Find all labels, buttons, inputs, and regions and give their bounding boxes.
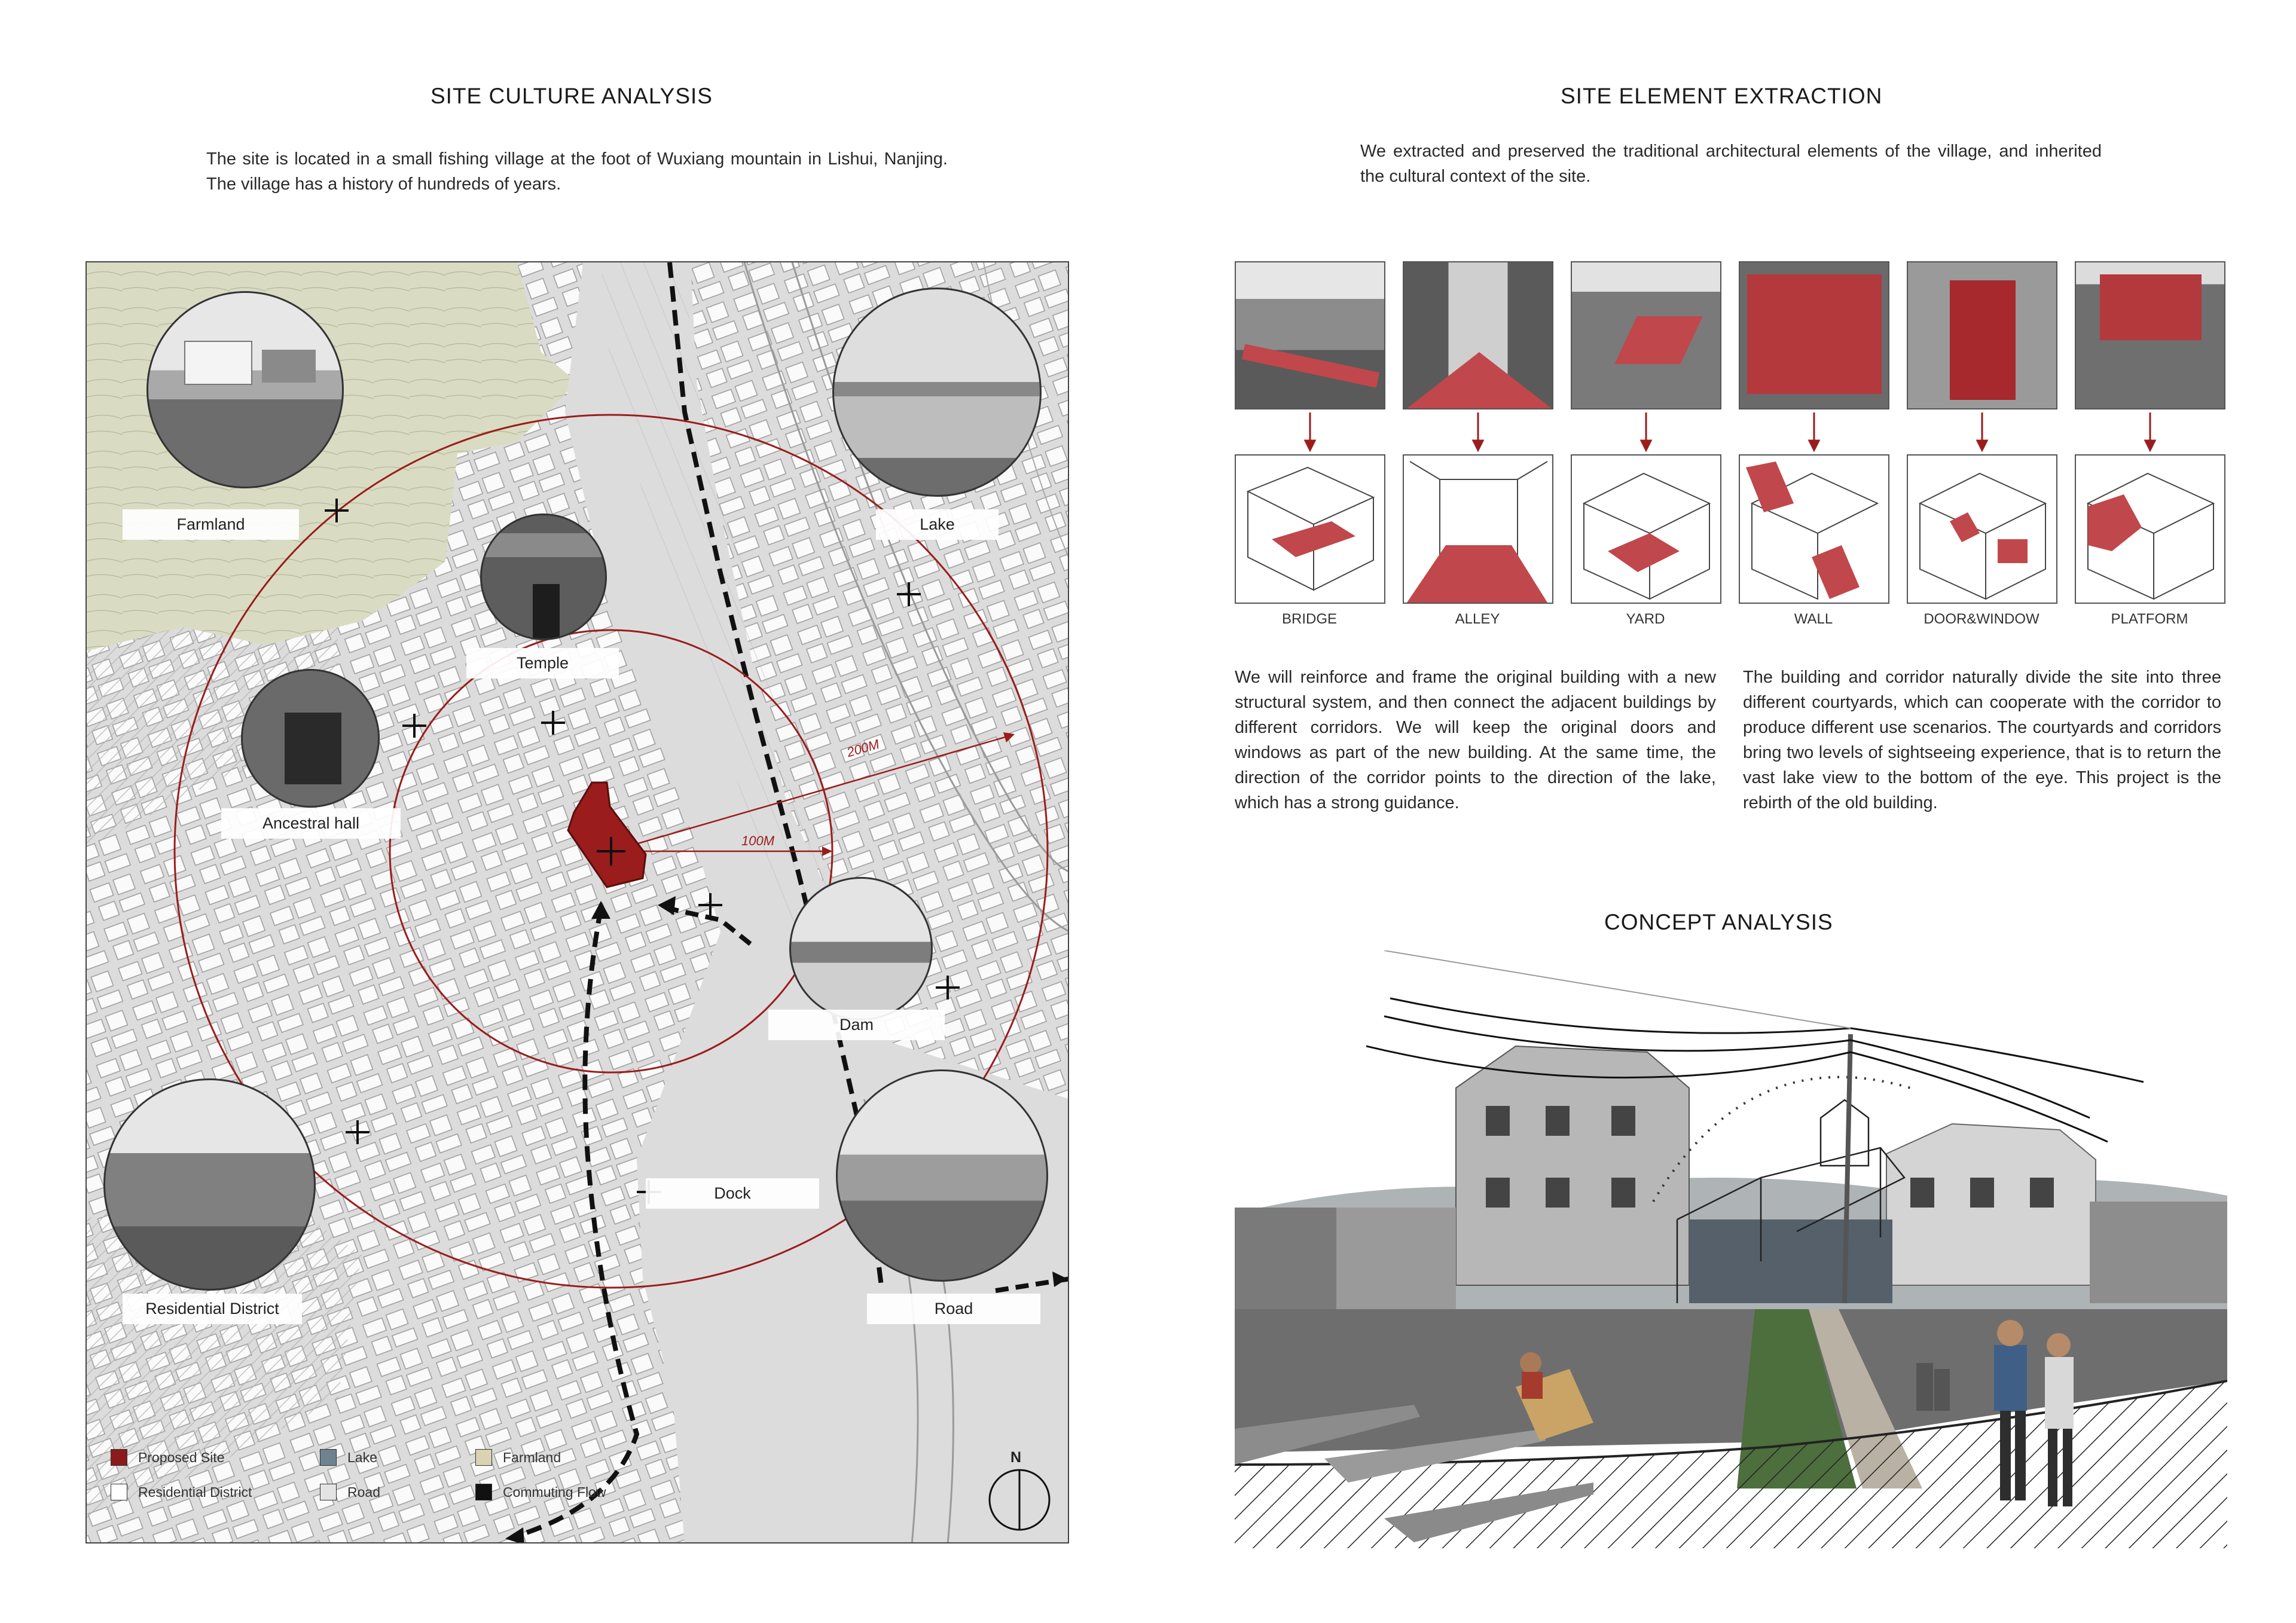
site-culture-intro: The site is located in a small fishing village at the foot of Wuxiang mountain in Lishui, Nanjing. The village has a history of hundreds of years. — [206, 149, 948, 194]
alley-diagram — [1403, 454, 1553, 604]
temple-label: Temple — [466, 648, 619, 678]
road-label: Road — [867, 1294, 1040, 1324]
dock-label: Dock — [646, 1178, 819, 1209]
map-legend — [111, 1449, 649, 1521]
element-paragraph-right: The building and corridor naturally divide the site into three different courtyards, which can cooperate with the corridor to produce different use scenarios. The courtyards and corridors bring two levels of sightseeing experience, that is to return the vast lake view to the bottom of the eye. This project is the rebirth of the old building. — [1743, 668, 2221, 812]
element-label-door-window: DOOR&WINDOW — [1923, 611, 2039, 627]
door-window-photo — [1907, 261, 2057, 409]
door-window-diagram — [1907, 454, 2057, 604]
element-label-alley: ALLEY — [1455, 611, 1500, 627]
dam-label: Dam — [768, 1010, 945, 1040]
legend-farmland: Farmland — [475, 1449, 561, 1466]
element-paragraph-left: We will reinforce and frame the original building with a new structural system, and then connect the adjacent buildings by different corridors. We will keep the original doors and windows as part of the new building. At the same time, the direction of the corridor points to the direction of the lake, which has a strong guidance. — [1235, 668, 1716, 812]
site-element-title: SITE ELEMENT EXTRACTION — [1561, 84, 1883, 108]
radius-200-label: 200M — [845, 736, 881, 760]
legend-commuting-flow: Commuting Flow — [475, 1484, 606, 1500]
farmland-label: Farmland — [123, 509, 299, 540]
legend-road: Road — [320, 1484, 380, 1500]
site-map — [86, 261, 1069, 1543]
residential-label: Residential District — [123, 1294, 302, 1324]
yard-photo — [1571, 261, 1721, 409]
legend-lake: Lake — [320, 1449, 377, 1466]
element-label-yard: YARD — [1626, 611, 1665, 627]
radius-100-label: 100M — [741, 833, 775, 848]
bridge-photo — [1235, 261, 1385, 409]
platform-diagram — [2075, 454, 2225, 604]
wall-photo — [1739, 261, 1889, 409]
ancestral-hall-photo — [241, 669, 380, 808]
bridge-diagram — [1235, 454, 1385, 604]
farmland-photo — [146, 291, 344, 488]
temple-photo — [480, 514, 607, 640]
concept-collage — [1235, 950, 2227, 1548]
legend-residential: Residential District — [111, 1484, 252, 1500]
yard-diagram — [1571, 454, 1721, 604]
platform-photo — [2075, 261, 2225, 409]
extraction-arrows — [1235, 409, 2227, 457]
concept-analysis-title: CONCEPT ANALYSIS — [1604, 910, 1833, 934]
element-label-wall: WALL — [1794, 611, 1833, 627]
north-label: N — [1010, 1449, 1022, 1466]
alley-photo — [1403, 261, 1553, 409]
element-label-bridge: BRIDGE — [1281, 611, 1337, 627]
dam-photo — [789, 877, 933, 1020]
wall-diagram — [1739, 454, 1889, 604]
element-label-platform: PLATFORM — [2111, 611, 2188, 627]
lake-label: Lake — [876, 509, 999, 540]
road-photo — [836, 1069, 1048, 1282]
lake-photo — [832, 288, 1042, 497]
site-element-intro: We extracted and preserved the traditional architectural elements of the village, and inherited the cultural context of the site. — [1360, 142, 2102, 186]
site-culture-title: SITE CULTURE ANALYSIS — [430, 84, 713, 108]
residential-photo — [103, 1078, 316, 1291]
legend-proposed-site: Proposed Site — [111, 1449, 224, 1466]
ancestral-hall-label: Ancestral hall — [221, 808, 401, 839]
